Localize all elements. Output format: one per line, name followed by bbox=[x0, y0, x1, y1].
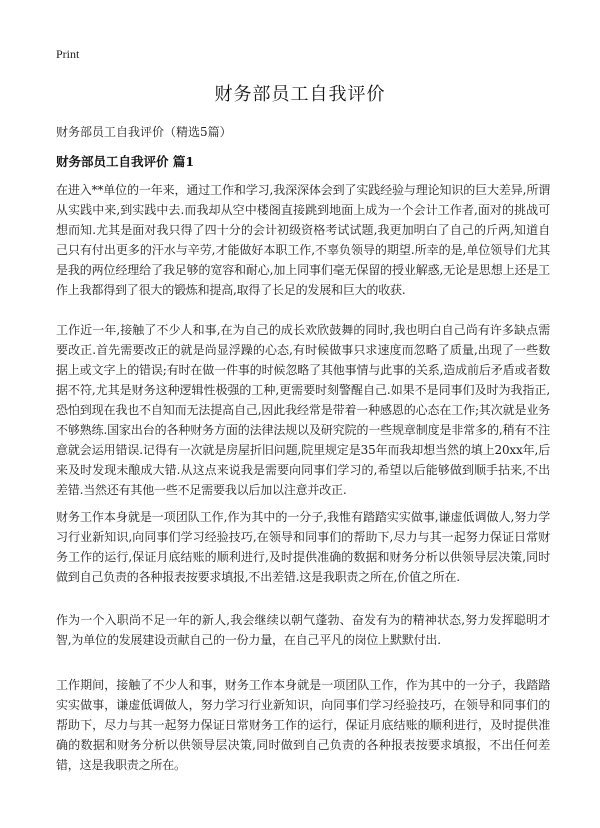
body-paragraph: 在进入**单位的一年来，通过工作和学习,我深深体会到了实践经验与理论知识的巨大差异,所谓从实践中来,到实践中去.而我却从空中楼阁直接跳到地面上成为一个会计工作者,面对的挑战可想而知.尤其是面对我只得了四十分的会计初级资格考试试题,我更加明白了自己的斤两,知道自己只有付出更多的汗水与辛劳,才能做好本职工作,不辜负领导的期望.所幸的是,单位领导们尤其是我的两位经理给了我足够的宽容和耐心,加上同事们毫无保留的授业解惑,无论是思想上还是工作上我都得到了很大的锻炼和提高,取得了长足的发展和巨大的收获. bbox=[56, 183, 550, 297]
body-paragraph: 工作近一年,接触了不少人和事,在为自己的成长欢欣鼓舞的同时,我也明白自己尚有许多缺点需要改正.首先需要改正的就是尚显浮躁的心态,有时候做事只求速度而忽略了质量,出现了一些数据上或文字上的错误;有时在做一件事的时候忽略了其他事情与此事的关系,造成前后矛盾或者数据不符,尤其是财务这种逻辑性极强的工种,更需要时刻警醒自己.如果不是同事们及时为我指正,恐怕到现在我也不自知而无法提高自己,因此我经常是带着一种感恩的心态在工作;其次就是业务不够熟练.国家出台的各种财务方面的法律法规以及研究院的一些规章制度是非常多的,稍有不注意就会运用错误.记得有一次就是房屋折旧问题,院里规定是35年而我却想当然的填上20xx年,后来及时发现未酿成大错.从这点来说我是需要向同事们学习的,希望以后能够做到顺手拈来,不出差错.当然还有其他一些不足需要我以后加以注意并改正. bbox=[56, 323, 550, 497]
body-paragraph: 财务工作本身就是一项团队工作,作为其中的一分子,我惟有踏踏实实做事,谦虚低调做人,努力学习行业新知识,向同事们学习经验技巧,在领导和同事们的帮助下,尽力与其一起努力保证日常财务工作的运行,保证月底结账的顺利进行,及时提供准确的数据和财务分析以供领导层决策,同时做到自己负责的各种报表按要求填报,不出差错.这是我职责之所在,价值之所在. bbox=[56, 510, 550, 584]
body-paragraph: 工作期间，接触了不少人和事，财务工作本身就是一项团队工作，作为其中的一分子，我踏踏实实做事，谦虚低调做人，努力学习行业新知识，向同事们学习经验技巧，在领导和同事们的帮助下，尽力与其一起努力保证日常财务工作的运行，保证月底结账的顺利进行，及时提供准确的数据和财务分析以供领导层决策,同时做到自己负责的各种报表按要求填报，不出任何差错，这是我职责之所在。 bbox=[56, 678, 550, 772]
document-subtitle: 财务部员工自我评价（精选5篇） bbox=[56, 125, 232, 139]
print-link[interactable]: Print bbox=[56, 47, 80, 61]
page-title: 财务部员工自我评价 bbox=[214, 84, 386, 105]
section-heading: 财务部员工自我评价 篇1 bbox=[56, 154, 195, 169]
body-paragraph: 作为一个入职尚不足一年的新人,我会继续以朝气蓬勃、奋发有为的精神状态,努力发挥聪明才智,为单位的发展建设贡献自己的一份力量，在自己平凡的岗位上默默付出. bbox=[56, 613, 550, 647]
